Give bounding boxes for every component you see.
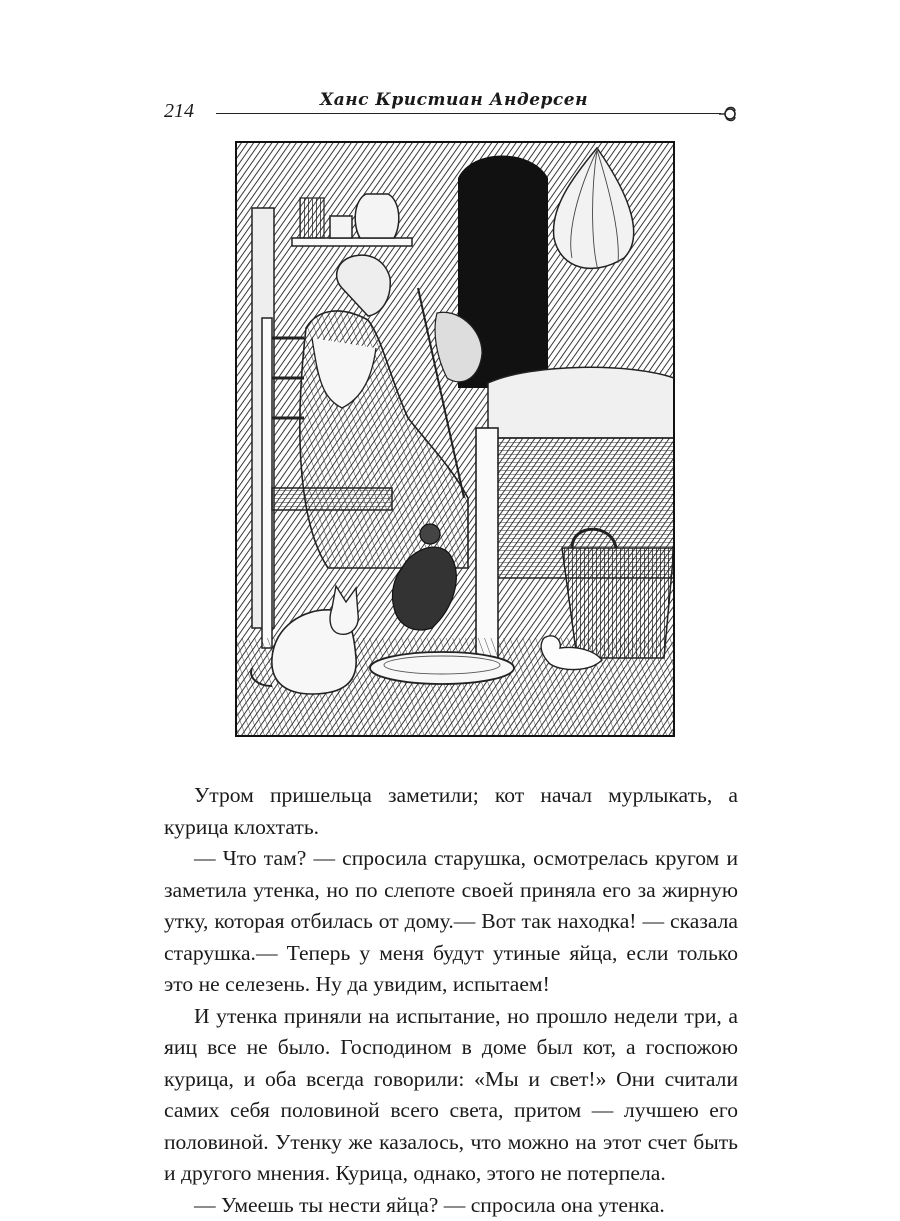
shelf bbox=[292, 238, 412, 246]
jug bbox=[355, 194, 399, 238]
bed-post bbox=[476, 428, 498, 668]
bed-blanket bbox=[488, 367, 674, 438]
chair-post bbox=[262, 318, 272, 648]
ornament-icon bbox=[717, 104, 739, 124]
header-rule bbox=[216, 113, 721, 114]
illustration bbox=[232, 138, 678, 740]
paragraph: Утром пришельца заметили; кот начал мурлыкать, а курица клохтать. bbox=[164, 780, 738, 843]
paragraph: И утенка приняли на испытание, но прошло недели три, а яиц все не было. Господином в доме был кот, а госпожою курица, и оба всегда говорили: «Мы и свет!» Они считали самих себя половиной всего света, притом — лучшею его половиной. Утенку же казалось, что можно на этот счет быть и другого мнения. Курица, однако, этого не потерпела. bbox=[164, 1001, 738, 1190]
paragraph: — Умеешь ты нести яйца? — спросила она утенка. bbox=[164, 1190, 738, 1221]
paragraph: — Что там? — спросила старушка, осмотрелась кругом и заметила утенка, но по слепоте своей приняла его за жирную утку, которая отбилась от дому.— Вот так находка! — сказала старушка.— Теперь у меня будут утиные яйца, если только это не селезень. Ну да увидим, испытаем! bbox=[164, 843, 738, 1001]
page-number: 214 bbox=[164, 100, 194, 123]
jar bbox=[300, 198, 324, 238]
cup bbox=[330, 216, 352, 238]
body-text bbox=[164, 780, 738, 1221]
bowl bbox=[370, 652, 514, 684]
page-header bbox=[164, 88, 744, 128]
running-title: Ханс Кристиан Андерсен bbox=[274, 90, 634, 110]
